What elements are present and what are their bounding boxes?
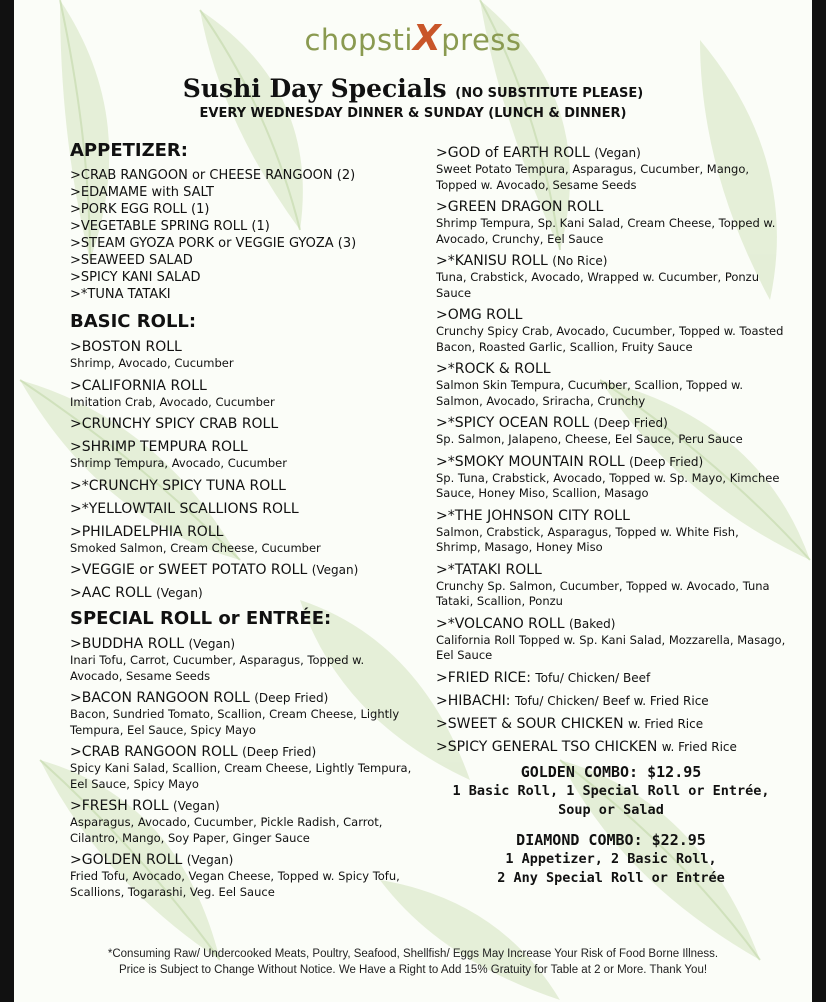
item-name: >CRUNCHY SPICY CRAB ROLL: [70, 416, 279, 432]
menu-page: [14, 0, 812, 1002]
item-name-text: >HIBACHI:: [436, 692, 511, 709]
item-name: [436, 669, 786, 687]
item-name: [436, 198, 786, 216]
menu-item: [70, 477, 420, 495]
item-name: >BOSTON ROLL: [70, 339, 182, 355]
item-tag: (Vegan): [173, 799, 220, 813]
item-name: [436, 252, 786, 270]
special-roll-list-left: [70, 635, 420, 900]
list-item: >VEGETABLE SPRING ROLL (1): [70, 219, 270, 234]
menu-item: [70, 689, 420, 738]
item-name-text: >GREEN DRAGON ROLL: [436, 199, 604, 215]
special-roll-list-right: [436, 144, 786, 664]
item-name: [70, 584, 420, 602]
title-note: (NO SUBSTITUTE PLEASE): [455, 86, 644, 101]
item-name-text: >*SMOKY MOUNTAIN ROLL: [436, 453, 625, 470]
item-name: [70, 561, 420, 579]
list-item: >*TUNA TATAKI: [70, 287, 171, 302]
item-name: [436, 738, 786, 756]
footer-line: Price is Subject to Change Without Notice. We Have a Right to Add 15% Gratuity for Table at 2 or More. Thank You!: [118, 964, 708, 976]
item-name: >*CRUNCHY SPICY TUNA ROLL: [70, 477, 286, 494]
schedule-subtitle: EVERY WEDNESDAY DINNER & SUNDAY (LUNCH & DINNER): [199, 106, 627, 121]
item-tag: (Vegan): [186, 853, 234, 867]
item-name-text: >BACON RANGOON ROLL: [70, 690, 250, 706]
basic-roll-list: [70, 338, 420, 602]
menu-item: [70, 561, 420, 579]
menu-item: [436, 414, 786, 448]
item-name-text: >OMG ROLL: [436, 307, 523, 323]
item-name: [436, 615, 786, 633]
item-tag: (Vegan): [311, 563, 359, 577]
list-item: >CRAB RANGOON or CHEESE RANGOON (2): [70, 168, 356, 183]
item-tag: (Deep Fried): [242, 745, 317, 759]
menu-item: [436, 453, 786, 502]
item-name-text: >AAC ROLL: [70, 585, 152, 601]
item-description: Salmon, Crabstick, Asparagus, Topped w. White Fish, Shrimp, Masago, Honey Miso: [436, 524, 739, 554]
menu-item: [70, 851, 420, 900]
item-tag: w. Fried Rice: [628, 716, 704, 731]
appetizer-heading: APPETIZER:: [70, 140, 188, 161]
menu-item: [70, 584, 420, 602]
item-name: [70, 743, 420, 761]
item-description: Sp. Salmon, Jalapeno, Cheese, Eel Sauce, Peru Sauce: [436, 432, 743, 446]
item-tag: w. Fried Rice: [661, 739, 737, 754]
item-description: Sp. Tuna, Crabstick, Avocado, Topped w. Sp. Mayo, Kimchee Sauce, Honey Miso, Scallion, Masago: [436, 470, 780, 500]
menu-item: [436, 669, 786, 687]
menu-item: [436, 252, 786, 301]
menu-item: [436, 615, 786, 664]
item-name-text: >*ROCK & ROLL: [436, 361, 551, 377]
item-description: Tuna, Crabstick, Avocado, Wrapped w. Cucumber, Ponzu Sauce: [436, 270, 759, 300]
item-name-text: >GOD of EARTH ROLL: [436, 145, 590, 161]
item-name: [70, 635, 420, 653]
item-name: [436, 453, 786, 471]
combo-line: 1 Basic Roll, 1 Special Roll or Entrée,: [452, 782, 770, 799]
menu-item: [70, 635, 420, 684]
item-name: [436, 507, 786, 525]
right-border: [812, 0, 826, 1002]
title-text: Sushi Day Specials: [182, 74, 447, 103]
item-tag: (Baked): [568, 616, 616, 631]
item-name: >SHRIMP TEMPURA ROLL: [70, 439, 248, 455]
item-name-text: >VEGGIE or SWEET POTATO ROLL: [70, 562, 308, 578]
item-description: Shrimp Tempura, Sp. Kani Salad, Cream Cheese, Topped w. Avocado, Crunchy, Eel Sauce: [436, 216, 776, 246]
item-tag: (Deep Fried): [629, 454, 704, 469]
item-tag: (Vegan): [594, 146, 641, 160]
menu-item: [70, 797, 420, 846]
item-name: [70, 797, 420, 815]
footer-line: *Consuming Raw/ Undercooked Meats, Poultry, Seafood, Shellfish/ Eggs May Increase Your Risk of Food Borne Illness.: [107, 948, 719, 960]
item-tag: (Vegan): [156, 586, 203, 600]
combo-title: GOLDEN COMBO: $12.95: [520, 762, 702, 781]
item-description: Crunchy Sp. Salmon, Cucumber, Topped w. Avocado, Tuna Tataki, Scallion, Ponzu: [436, 578, 770, 608]
basic-roll-heading: BASIC ROLL:: [70, 311, 197, 332]
appetizer-list: [70, 167, 420, 303]
item-name: [436, 692, 786, 710]
item-name-text: >GOLDEN ROLL: [70, 852, 183, 868]
left-border: [0, 0, 14, 1002]
item-description: Smoked Salmon, Cream Cheese, Cucumber: [70, 540, 321, 555]
logo-text-part1: chopsti: [304, 23, 413, 57]
item-tag: (Deep Fried): [593, 416, 668, 430]
menu-item: [70, 377, 420, 411]
item-description: Spicy Kani Salad, Scallion, Cream Cheese, Lightly Tempura, Eel Sauce, Spicy Mayo: [70, 761, 412, 791]
golden-combo: [436, 762, 786, 820]
combo-line: 1 Appetizer, 2 Basic Roll,: [505, 850, 717, 867]
list-item: >PORK EGG ROLL (1): [70, 202, 210, 217]
item-tag: (Vegan): [188, 637, 236, 651]
menu-item: [436, 198, 786, 247]
menu-item: [70, 523, 420, 557]
logo: [14, 18, 812, 59]
menu-item: [436, 715, 786, 733]
item-tag: (Deep Fried): [254, 691, 329, 705]
item-name: [436, 144, 786, 162]
item-tag: Tofu/ Chicken/ Beef: [535, 670, 651, 685]
logo-x: X: [412, 18, 442, 59]
menu-item: [436, 738, 786, 756]
item-name-text: >SWEET & SOUR CHICKEN: [436, 715, 624, 732]
menu-item: [70, 500, 420, 518]
item-tag: Tofu/ Chicken/ Beef w. Fried Rice: [514, 693, 709, 708]
item-name-text: >*SPICY OCEAN ROLL: [436, 415, 590, 431]
menu-item: [436, 144, 786, 193]
item-description: Imitation Crab, Avocado, Cucumber: [70, 394, 275, 409]
item-description: Bacon, Sundried Tomato, Scallion, Cream Cheese, Lightly Tempura, Eel Sauce, Spicy Mayo: [70, 707, 400, 737]
combo-line: 2 Any Special Roll or Entrée: [497, 869, 725, 886]
item-name-text: >FRESH ROLL: [70, 798, 169, 814]
menu-item: [436, 360, 786, 409]
special-roll-heading: SPECIAL ROLL or ENTRÉE:: [70, 608, 332, 629]
item-name-text: >*TATAKI ROLL: [436, 561, 542, 578]
menu-item: [436, 507, 786, 556]
item-description: Crunchy Spicy Crab, Avocado, Cucumber, Topped w. Toasted Bacon, Roasted Garlic, Scallion, Fruity Sauce: [436, 324, 784, 354]
menu-item: [70, 743, 420, 792]
item-name: [70, 851, 420, 869]
combo-line: Soup or Salad: [558, 801, 664, 818]
item-name: [436, 715, 786, 733]
item-name-text: >SPICY GENERAL TSO CHICKEN: [436, 738, 658, 755]
item-name-text: >*THE JOHNSON CITY ROLL: [436, 507, 630, 524]
diamond-combo: [436, 830, 786, 888]
item-description: Shrimp, Avocado, Cucumber: [70, 356, 234, 370]
item-name-text: >CRAB RANGOON ROLL: [70, 744, 238, 760]
menu-item: [70, 438, 420, 472]
list-item: >SPICY KANI SALAD: [70, 270, 201, 285]
combo-title: DIAMOND COMBO: $22.95: [516, 830, 706, 849]
left-column: [70, 140, 420, 905]
list-item: >EDAMAME with SALT: [70, 185, 214, 200]
right-column: [436, 144, 786, 888]
menu-item: [436, 306, 786, 355]
item-description: Asparagus, Avocado, Cucumber, Pickle Radish, Carrot, Cilantro, Mango, Soy Paper, Ginger Sauce: [70, 815, 383, 845]
page-title: [14, 74, 812, 103]
menu-item: [436, 692, 786, 710]
item-name: >*YELLOWTAIL SCALLIONS ROLL: [70, 500, 299, 517]
item-name: >PHILADELPHIA ROLL: [70, 523, 224, 540]
item-description: California Roll Topped w. Sp. Kani Salad, Mozzarella, Masago, Eel Sauce: [436, 632, 786, 662]
item-name: [436, 561, 786, 579]
menu-item: [70, 338, 420, 372]
item-name-text: >*VOLCANO ROLL: [436, 615, 565, 632]
item-name: [436, 306, 786, 324]
logo-text-part2: press: [441, 23, 522, 57]
menu-item: [70, 415, 420, 433]
list-item: >SEAWEED SALAD: [70, 253, 193, 268]
entree-list: [436, 669, 786, 756]
list-item: >STEAM GYOZA PORK or VEGGIE GYOZA (3): [70, 236, 357, 251]
item-name-text: >FRIED RICE:: [436, 669, 531, 686]
item-name: [70, 689, 420, 707]
item-name: [436, 414, 786, 432]
item-tag: (No Rice): [552, 254, 608, 268]
item-description: Salmon Skin Tempura, Cucumber, Scallion, Topped w. Salmon, Avocado, Sriracha, Crunchy: [436, 378, 744, 408]
item-description: Sweet Potato Tempura, Asparagus, Cucumber, Mango, Topped w. Avocado, Sesame Seeds: [436, 162, 750, 192]
item-description: Inari Tofu, Carrot, Cucumber, Asparagus, Topped w. Avocado, Sesame Seeds: [70, 653, 365, 683]
menu-item: [436, 561, 786, 610]
footer-disclaimer: [14, 946, 812, 978]
item-name: [436, 360, 786, 378]
item-description: Fried Tofu, Avocado, Vegan Cheese, Topped w. Spicy Tofu, Scallions, Togarashi, Veg. Eel Sauce: [70, 869, 400, 899]
item-name: >CALIFORNIA ROLL: [70, 377, 207, 394]
item-name-text: >*KANISU ROLL: [436, 253, 548, 269]
item-name-text: >BUDDHA ROLL: [70, 636, 185, 652]
item-description: Shrimp Tempura, Avocado, Cucumber: [70, 456, 287, 470]
